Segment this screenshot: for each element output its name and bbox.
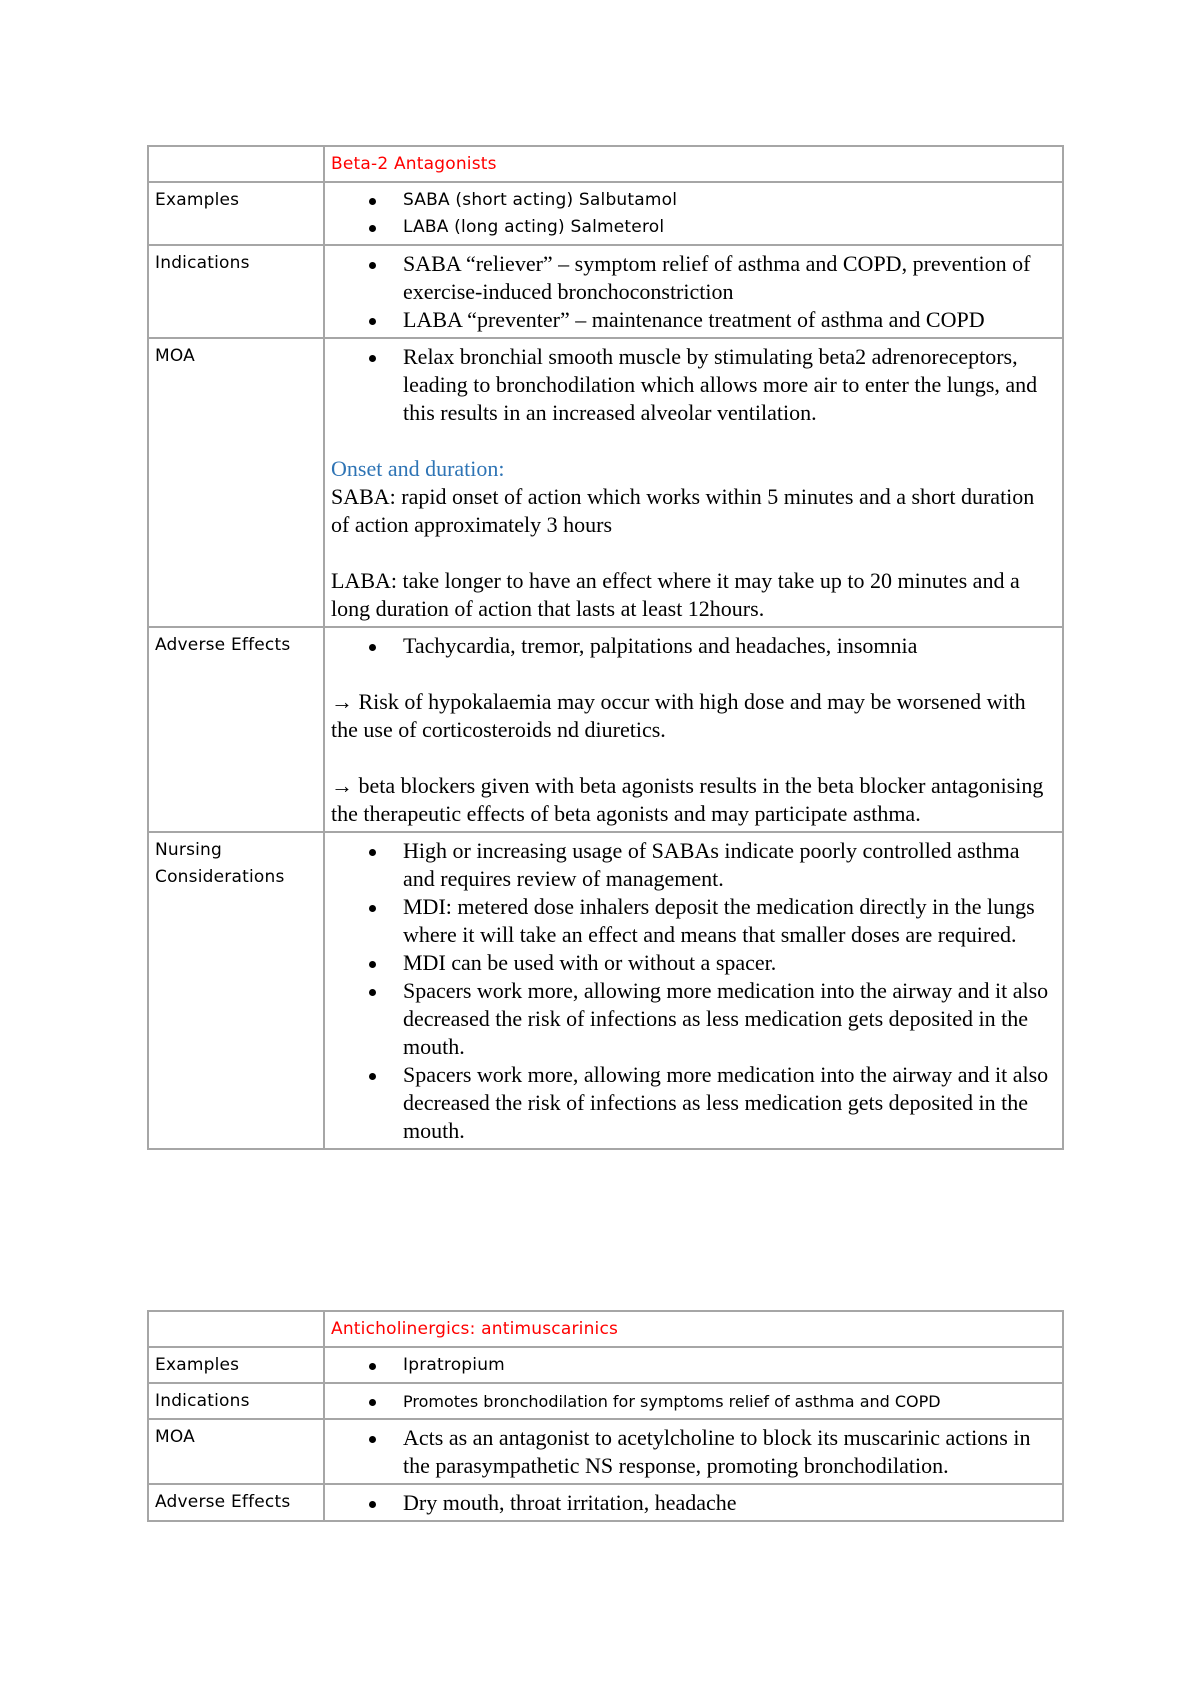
bullet-list (331, 632, 1056, 660)
list-item: LABA “preventer” – maintenance treatment of asthma and COPD (331, 306, 1056, 334)
row-content (324, 627, 1063, 832)
list-item: MDI can be used with or without a spacer. (331, 949, 1056, 977)
table-row (148, 1347, 1063, 1383)
row-label: MOA (148, 338, 324, 627)
empty-cell (148, 146, 324, 182)
table-row (148, 245, 1063, 338)
row-content (324, 182, 1063, 245)
row-content (324, 832, 1063, 1149)
table-row (148, 832, 1063, 1149)
list-item: Spacers work more, allowing more medication into the airway and it also decreased the risk of infections as less medication gets deposited in the mouth. (331, 1061, 1056, 1145)
laba-duration-text: LABA: take longer to have an effect where it may take up to 20 minutes and a long duration of action that lasts at least 12hours. (331, 568, 1020, 621)
list-item: SABA (short acting) Salbutamol (331, 187, 1056, 214)
arrow-note: → Risk of hypokalaemia may occur with high dose and may be worsened with the use of corticosteroids nd diuretics. (331, 689, 1026, 742)
list-item: High or increasing usage of SABAs indicate poorly controlled asthma and requires review of management. (331, 837, 1056, 893)
row-label: Indications (148, 1383, 324, 1419)
bullet-list (331, 1352, 1056, 1379)
table-row (148, 182, 1063, 245)
row-label: MOA (148, 1419, 324, 1484)
list-item: Ipratropium (331, 1352, 1056, 1379)
bullet-list (331, 837, 1056, 1145)
arrow-note: → beta blockers given with beta agonists results in the beta blocker antagonising the therapeutic effects of beta agonists and may participate asthma. (331, 773, 1044, 826)
row-content (324, 1347, 1063, 1383)
list-item: Promotes bronchodilation for symptoms relief of asthma and COPD (331, 1388, 1056, 1415)
bullet-list (331, 1388, 1056, 1415)
table-row (148, 146, 1063, 182)
table-heading: Anticholinergics: antimuscarinics (324, 1311, 1063, 1347)
anticholinergics-table (147, 1310, 1064, 1522)
bullet-list (331, 250, 1056, 334)
table-row (148, 1311, 1063, 1347)
bullet-list (331, 187, 1056, 241)
spacer (331, 539, 1056, 567)
list-item: Spacers work more, allowing more medication into the airway and it also decreased the risk of infections as less medication gets deposited in the mouth. (331, 977, 1056, 1061)
list-item: Relax bronchial smooth muscle by stimulating beta2 adrenoreceptors, leading to bronchodilation which allows more air to enter the lungs, and this results in an increased alveolar ventilation. (331, 343, 1056, 427)
list-item: SABA “reliever” – symptom relief of asthma and COPD, prevention of exercise-induced bronchoconstriction (331, 250, 1056, 306)
list-item: LABA (long acting) Salmeterol (331, 214, 1056, 241)
bullet-list (331, 1489, 1056, 1517)
row-label: Adverse Effects (148, 627, 324, 832)
beta2-table (147, 145, 1064, 1150)
onset-heading: Onset and duration: (331, 456, 505, 481)
table-row (148, 338, 1063, 627)
spacer (331, 660, 1056, 688)
saba-duration-text: SABA: rapid onset of action which works within 5 minutes and a short duration of action approximately 3 hours (331, 484, 1035, 537)
row-label: Examples (148, 1347, 324, 1383)
empty-cell (148, 1311, 324, 1347)
spacer (331, 427, 1056, 455)
list-item: Tachycardia, tremor, palpitations and headaches, insomnia (331, 632, 1056, 660)
table-row (148, 1484, 1063, 1521)
row-label: Adverse Effects (148, 1484, 324, 1521)
row-label: Indications (148, 245, 324, 338)
row-content (324, 1383, 1063, 1419)
row-content (324, 1484, 1063, 1521)
bullet-list (331, 343, 1056, 427)
row-content (324, 245, 1063, 338)
list-item: Dry mouth, throat irritation, headache (331, 1489, 1056, 1517)
row-content (324, 1419, 1063, 1484)
row-label: Nursing Considerations (148, 832, 324, 1149)
row-label: Examples (148, 182, 324, 245)
table-heading: Beta-2 Antagonists (324, 146, 1063, 182)
bullet-list (331, 1424, 1056, 1480)
list-item: MDI: metered dose inhalers deposit the medication directly in the lungs where it will take an effect and means that smaller doses are required. (331, 893, 1056, 949)
spacer (331, 744, 1056, 772)
table-row (148, 1383, 1063, 1419)
list-item: Acts as an antagonist to acetylcholine to block its muscarinic actions in the parasympathetic NS response, promoting bronchodilation. (331, 1424, 1056, 1480)
table-row (148, 1419, 1063, 1484)
table-row (148, 627, 1063, 832)
row-content (324, 338, 1063, 627)
